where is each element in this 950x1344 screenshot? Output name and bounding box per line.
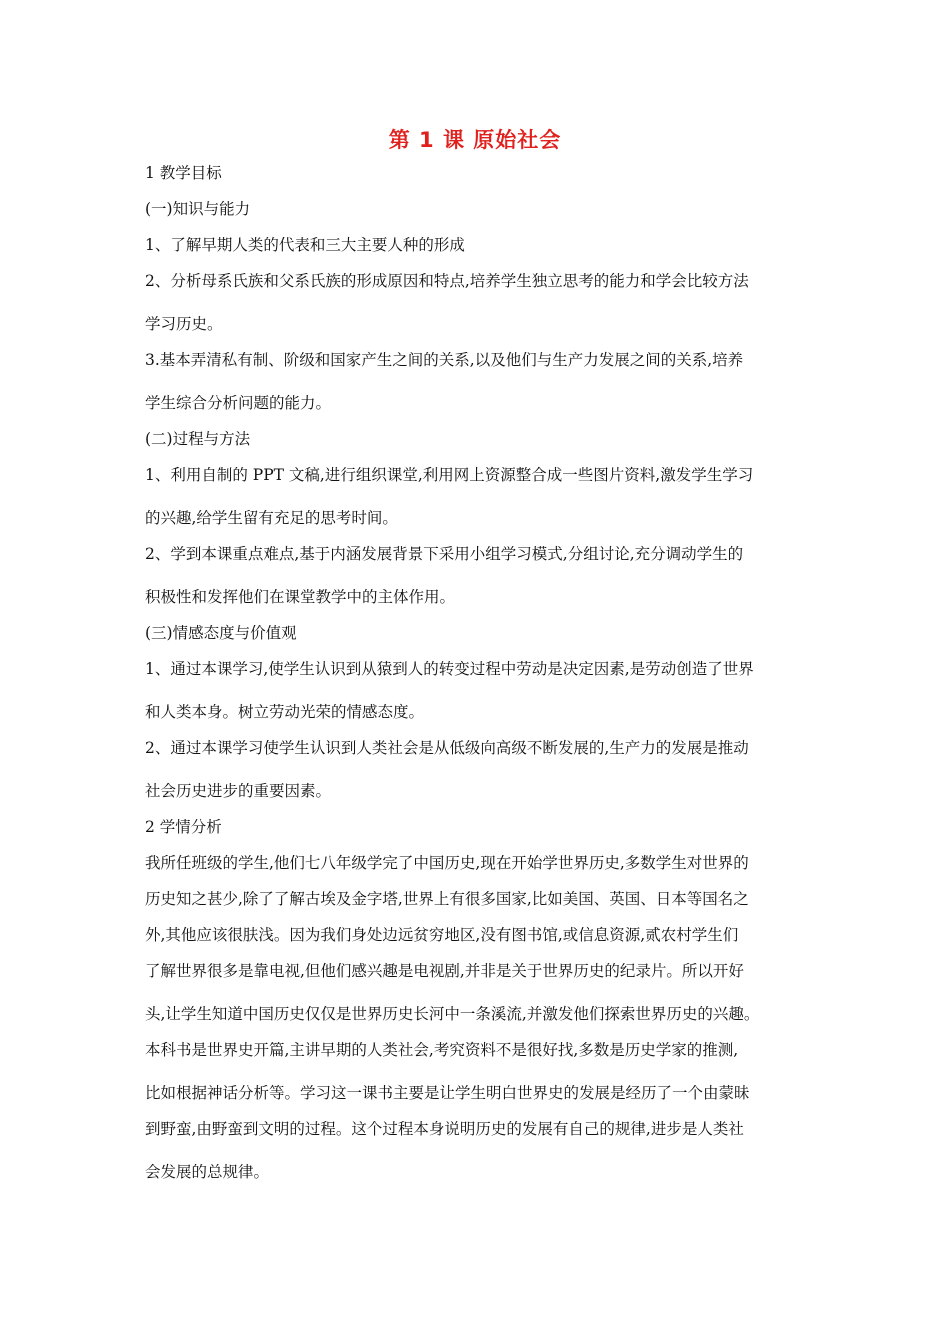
paragraph-line: 和人类本身。树立劳动光荣的情感态度。 — [145, 703, 425, 721]
paragraph-line: 到野蛮,由野蛮到文明的过程。这个过程本身说明历史的发展有自己的规律,进步是人类社 — [145, 1120, 744, 1138]
paragraph-line: 1、了解早期人类的代表和三大主要人种的形成 — [145, 236, 465, 254]
paragraph-line: 3.基本弄清私有制、阶级和国家产生之间的关系,以及他们与生产力发展之间的关系,培养 — [145, 351, 744, 369]
paragraph-line: 比如根据神话分析等。学习这一课书主要是让学生明白世界史的发展是经历了一个由蒙昧 — [145, 1084, 750, 1102]
paragraph-line: 学生综合分析问题的能力。 — [145, 394, 332, 412]
paragraph-line: 本科书是世界史开篇,主讲早期的人类社会,考究资料不是很好找,多数是历史学家的推测, — [145, 1041, 739, 1059]
paragraph-line: 的兴趣,给学生留有充足的思考时间。 — [145, 509, 398, 527]
paragraph-line: 2、分析母系氏族和父系氏族的形成原因和特点,培养学生独立思考的能力和学会比较方法 — [145, 272, 749, 290]
subheading-knowledge-ability: (一)知识与能力 — [145, 200, 251, 218]
paragraph-line: 积极性和发挥他们在课堂教学中的主体作用。 — [145, 588, 456, 606]
paragraph-line: 外,其他应该很肤浅。因为我们身处边远贫穷地区,没有图书馆,或信息资源,贰农村学生们 — [145, 926, 739, 944]
section-heading-teaching-goals: 1 教学目标 — [145, 164, 222, 182]
paragraph-line: 1、利用自制的 PPT 文稿,进行组织课堂,利用网上资源整合成一些图片资料,激发学生学习 — [145, 466, 754, 484]
paragraph-line: 我所任班级的学生,他们七八年级学完了中国历史,现在开始学世界历史,多数学生对世界的 — [145, 854, 749, 872]
lesson-title: 第 1 课 原始社会 — [388, 128, 562, 152]
paragraph-line: 了解世界很多是靠电视,但他们感兴趣是电视剧,并非是关于世界历史的纪录片。所以开好 — [145, 962, 744, 980]
paragraph-line: 头,让学生知道中国历史仅仅是世界历史长河中一条溪流,并激发他们探索世界历史的兴趣。 — [145, 1005, 760, 1023]
subheading-process-method: (二)过程与方法 — [145, 430, 251, 448]
subheading-emotion-values: (三)情感态度与价值观 — [145, 624, 297, 642]
paragraph-line: 2、通过本课学习使学生认识到人类社会是从低级向高级不断发展的,生产力的发展是推动 — [145, 739, 749, 757]
paragraph-line: 1、通过本课学习,使学生认识到从猿到人的转变过程中劳动是决定因素,是劳动创造了世界 — [145, 660, 754, 678]
paragraph-line: 历史知之甚少,除了了解古埃及金字塔,世界上有很多国家,比如美国、英国、日本等国名之 — [145, 890, 749, 908]
paragraph-line: 学习历史。 — [145, 315, 223, 333]
paragraph-line: 会发展的总规律。 — [145, 1163, 270, 1181]
paragraph-line: 社会历史进步的重要因素。 — [145, 782, 332, 800]
paragraph-line: 2、学到本课重点难点,基于内涵发展背景下采用小组学习模式,分组讨论,充分调动学生的 — [145, 545, 744, 563]
section-heading-student-analysis: 2 学情分析 — [145, 818, 222, 836]
